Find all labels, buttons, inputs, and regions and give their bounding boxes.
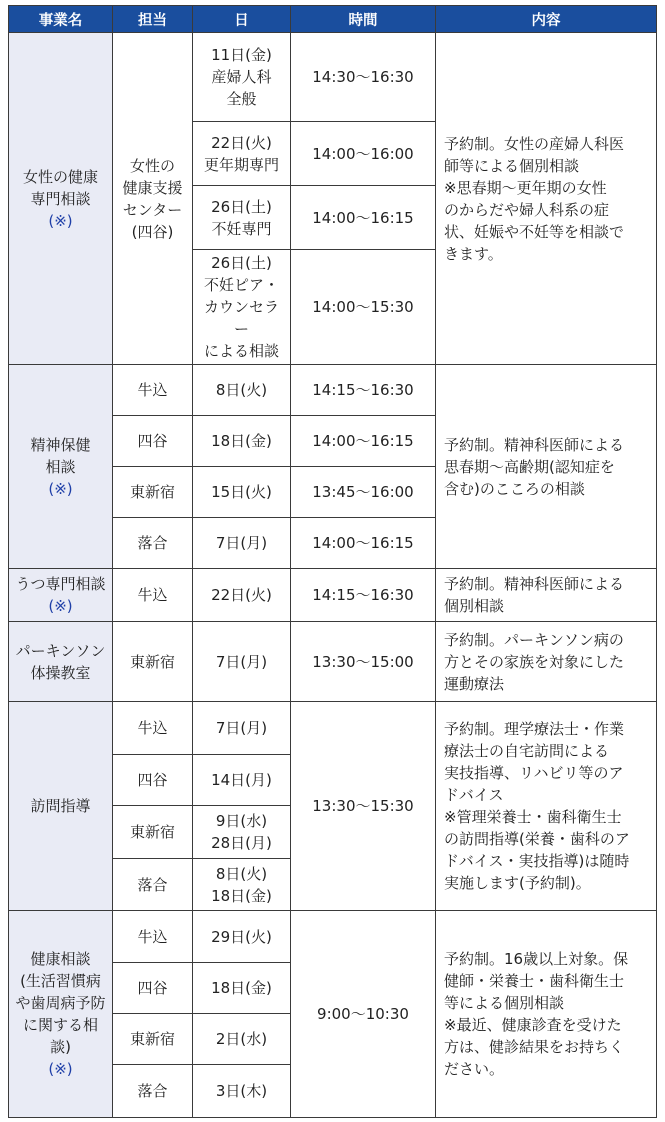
day-cell: 8日(火) 18日(金) <box>193 859 291 911</box>
time-cell: 14:00〜16:15 <box>291 416 436 467</box>
time-cell: 9:00〜10:30 <box>291 911 436 1118</box>
header-jigyo: 事業名 <box>9 6 113 33</box>
day-cell: 22日(火) 更年期専門 <box>193 122 291 186</box>
content-women: 予約制。女性の産婦人科医 師等による個別相談 ※思春期〜更年期の女性 のからだや婦人科系の症 状、妊娠や不妊等を相談で きます。 <box>436 33 657 365</box>
day-cell: 7日(月) <box>193 518 291 569</box>
day-cell: 14日(月) <box>193 755 291 806</box>
day-cell: 26日(土) 不妊ピア・ カウンセラー による相談 <box>193 250 291 365</box>
table-row <box>9 702 657 755</box>
program-name-health: 健康相談 (生活習慣病 や歯周病予防 に関する相談) (※) <box>9 911 113 1118</box>
day-cell: 3日(木) <box>193 1065 291 1118</box>
tanto-cell: 東新宿 <box>113 806 193 859</box>
tanto-cell: 落合 <box>113 518 193 569</box>
day-cell: 11日(金) 産婦人科 全般 <box>193 33 291 122</box>
day-cell: 18日(金) <box>193 416 291 467</box>
content-health: 予約制。16歳以上対象。保 健師・栄養士・歯科衛生士 等による個別相談 ※最近、健康診査を受けた 方は、健診結果をお持ちく ださい。 <box>436 911 657 1118</box>
time-cell: 14:15〜16:30 <box>291 365 436 416</box>
table-row <box>9 911 657 963</box>
time-cell: 14:15〜16:30 <box>291 569 436 622</box>
day-cell: 2日(水) <box>193 1014 291 1065</box>
header-time: 時間 <box>291 6 436 33</box>
note-mark: (※) <box>48 1060 73 1078</box>
day-cell: 22日(火) <box>193 569 291 622</box>
day-cell: 29日(火) <box>193 911 291 963</box>
program-name-utsu: うつ専門相談 (※) <box>9 569 113 622</box>
header-content: 内容 <box>436 6 657 33</box>
tanto-cell: 牛込 <box>113 702 193 755</box>
content-parkinson: 予約制。パーキンソン病の 方とその家族を対象にした 運動療法 <box>436 622 657 702</box>
content-visit: 予約制。理学療法士・作業 療法士の自宅訪問による 実技指導、リハビリ等のア ドバイス ※管理栄養士・歯科衛生士 の訪問指導(栄養・歯科のア ドバイス・実技指導)は随時 実施します(予約制)。 <box>436 702 657 911</box>
tanto-cell: 牛込 <box>113 911 193 963</box>
tanto-cell: 四谷 <box>113 963 193 1014</box>
header-day: 日 <box>193 6 291 33</box>
program-name-mental: 精神保健 相談 (※) <box>9 365 113 569</box>
time-cell: 13:45〜16:00 <box>291 467 436 518</box>
day-cell: 15日(火) <box>193 467 291 518</box>
day-cell: 8日(火) <box>193 365 291 416</box>
tanto-cell: 四谷 <box>113 416 193 467</box>
tanto-women: 女性の 健康支援 センター (四谷) <box>113 33 193 365</box>
schedule-table <box>8 5 657 1118</box>
program-name-parkinson: パーキンソン 体操教室 <box>9 622 113 702</box>
time-cell: 14:00〜16:00 <box>291 122 436 186</box>
tanto-cell: 東新宿 <box>113 467 193 518</box>
table-header-row <box>9 6 657 33</box>
tanto-cell: 東新宿 <box>113 1014 193 1065</box>
time-cell: 14:00〜15:30 <box>291 250 436 365</box>
table-row <box>9 365 657 416</box>
tanto-cell: 落合 <box>113 1065 193 1118</box>
table-row <box>9 622 657 702</box>
table-row <box>9 569 657 622</box>
day-cell: 18日(金) <box>193 963 291 1014</box>
header-tanto: 担当 <box>113 6 193 33</box>
time-cell: 14:30〜16:30 <box>291 33 436 122</box>
note-mark: (※) <box>48 597 73 615</box>
tanto-cell: 牛込 <box>113 365 193 416</box>
time-cell: 13:30〜15:00 <box>291 622 436 702</box>
tanto-cell: 東新宿 <box>113 622 193 702</box>
day-cell: 26日(土) 不妊専門 <box>193 186 291 250</box>
program-name-visit: 訪問指導 <box>9 702 113 911</box>
day-cell: 7日(月) <box>193 622 291 702</box>
content-utsu: 予約制。精神科医師による 個別相談 <box>436 569 657 622</box>
content-mental: 予約制。精神科医師による 思春期〜高齢期(認知症を 含む)のこころの相談 <box>436 365 657 569</box>
day-cell: 9日(水) 28日(月) <box>193 806 291 859</box>
day-cell: 7日(月) <box>193 702 291 755</box>
note-mark: (※) <box>48 479 73 498</box>
tanto-cell: 四谷 <box>113 755 193 806</box>
table-row <box>9 33 657 122</box>
time-cell: 13:30〜15:30 <box>291 702 436 911</box>
program-name-women: 女性の健康 専門相談 (※) <box>9 33 113 365</box>
tanto-cell: 牛込 <box>113 569 193 622</box>
time-cell: 14:00〜16:15 <box>291 186 436 250</box>
time-cell: 14:00〜16:15 <box>291 518 436 569</box>
note-mark: (※) <box>48 211 73 230</box>
tanto-cell: 落合 <box>113 859 193 911</box>
